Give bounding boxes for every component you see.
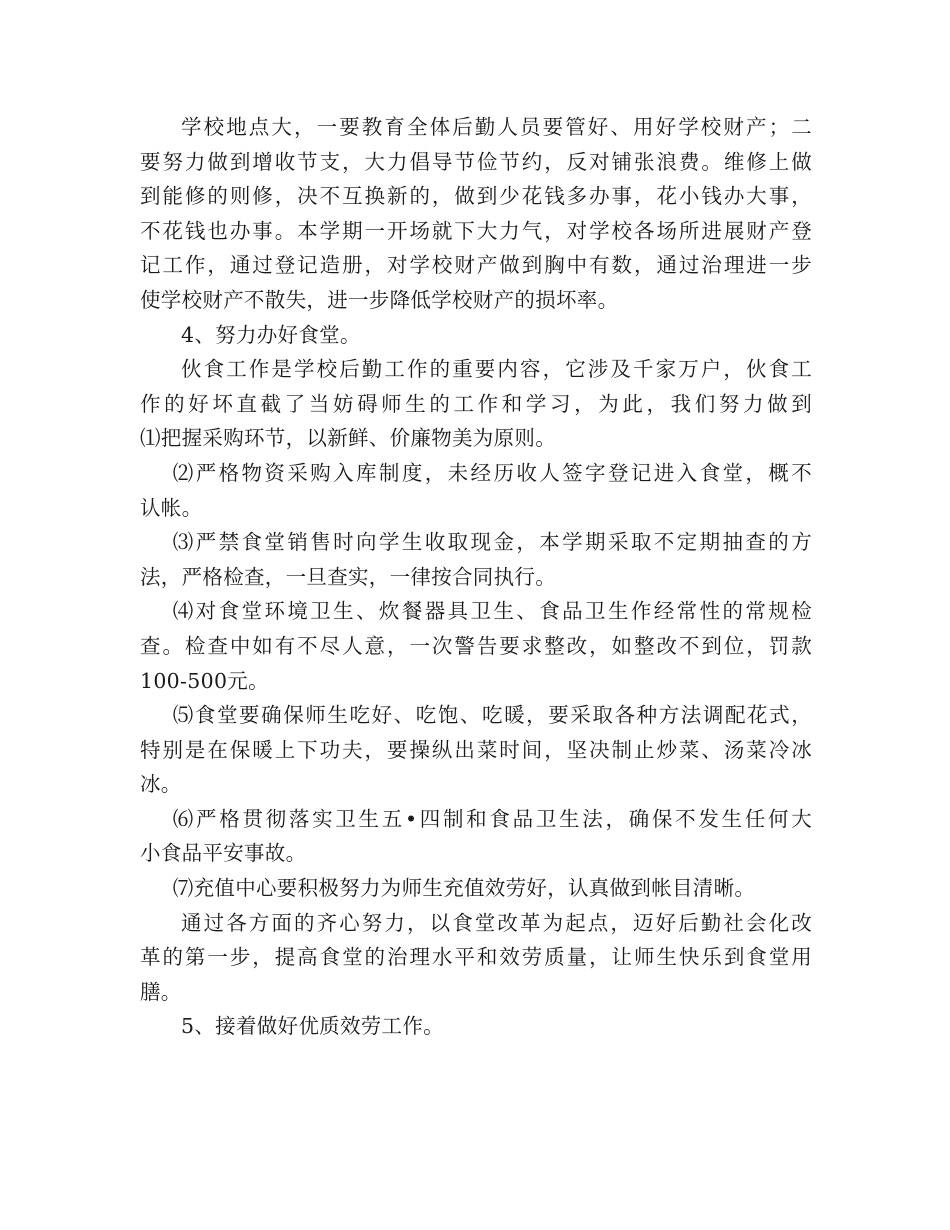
text-line: 革的第一步，提高食堂的治理水平和效劳质量，让师生快乐到食堂用 [140,945,812,970]
paragraph-p9 [140,871,812,906]
paragraph-p5 [140,525,812,594]
text-line: 到能修的则修，决不互换新的，做到少花钱多办事，花小钱办大事， [140,184,812,209]
text-line: ⑵严格物资采购入库制度，未经历收人签字登记进入食堂，概不 [172,460,812,485]
text-line: 不花钱也办事。本学期一开场就下大力气，对学校各场所进展财产登 [140,218,812,243]
text-line: 通过各方面的齐心努力，以食堂改革为起点，迈好后勤社会化改 [181,910,812,935]
paragraph-p11 [140,1009,812,1044]
text-line: 要努力做到增收节支，大力倡导节俭节约，反对铺张浪费。维修上做 [140,149,812,174]
text-line: 记工作，通过登记造册，对学校财产做到胸中有数，通过治理进一步 [140,253,812,278]
text-line: ⑷对食堂环境卫生、炊餐器具卫生、食品卫生作经常性的常规检 [172,599,812,624]
paragraph-p3 [140,352,812,456]
text-line: ⑹严格贯彻落实卫生五•四制和食品卫生法，确保不发生任何大 [172,806,812,831]
document-page [140,110,812,1044]
text-line: ⑺充值中心要积极努力为师生充值效劳好，认真做到帐目清晰。 [172,876,756,901]
text-line: 查。检查中如有不尽人意，一次警告要求整改，如整改不到位，罚款 [140,633,812,658]
text-line: ⑶严禁食堂销售时向学生收取现金，本学期采取不定期抽查的方 [172,530,812,555]
text-line: 100-500元。 [140,668,269,693]
text-line: ⑸食堂要确保师生吃好、吃饱、吃暖，要采取各种方法调配花式， [172,703,812,728]
text-line: 作的好坏直截了当妨碍师生的工作和学习，为此，我们努力做到 [140,391,812,416]
text-line: 5、接着做好优质效劳工作。 [181,1014,444,1039]
text-line: 学校地点大，一要教育全体后勤人员要管好、用好学校财产；二 [181,115,812,139]
paragraph-p1 [140,110,812,318]
paragraph-p6 [140,594,812,698]
paragraph-p2 [140,318,812,353]
text-line: 认帐。 [140,495,203,520]
paragraph-p8 [140,802,812,871]
text-line: ⑴把握采购环节，以新鲜、价廉物美为原则。 [140,426,556,451]
text-line: 伙食工作是学校后勤工作的重要内容，它涉及千家万户，伙食工 [181,357,812,382]
text-line: 特别是在保暖上下功夫，要操纵出菜时间，坚决制止炒菜、汤菜冷冰 [140,737,812,762]
text-line: 冰。 [140,772,182,797]
text-line: 膳。 [140,979,182,1004]
paragraph-p10 [140,906,812,1010]
paragraph-p4 [140,456,812,525]
text-line: 法，严格检查，一旦查实，一律按合同执行。 [140,564,556,589]
text-line: 4、努力办好食堂。 [181,322,361,347]
text-line: 小食品平安事故。 [140,841,307,866]
text-line: 使学校财产不散失，进一步降低学校财产的损坏率。 [140,287,619,312]
paragraph-p7 [140,698,812,802]
